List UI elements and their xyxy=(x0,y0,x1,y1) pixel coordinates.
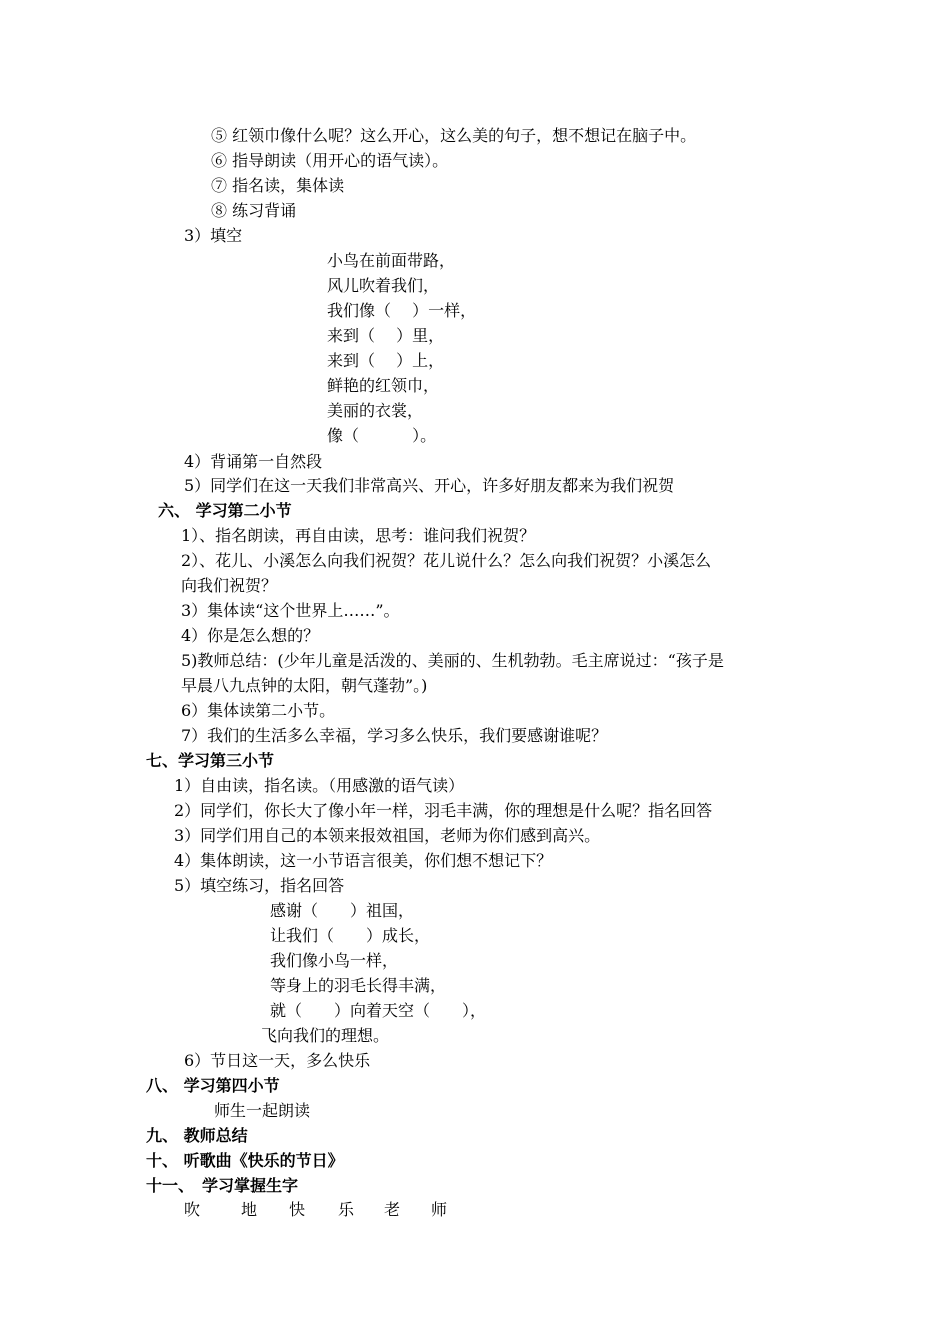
poem2-line: 等身上的羽毛长得丰满， xyxy=(270,976,447,995)
section6-line: 7）我们的生活多么幸福，学习多么快乐，我们要感谢谁呢？ xyxy=(181,726,608,745)
section6-line: 3）集体读“这个世界上……”。 xyxy=(181,601,400,620)
vocab-char: 地 xyxy=(241,1200,258,1219)
section7-line: 3）同学们用自己的本领来报效祖国，老师为你们感到高兴。 xyxy=(174,826,601,845)
poem1-line: 鲜艳的红领巾， xyxy=(327,376,440,395)
vocab-char: 师 xyxy=(431,1200,448,1219)
heading-section-7: 七、学习第三小节 xyxy=(146,751,275,770)
section5-item-5: ⑤ 红领巾像什么呢？这么开心，这么美的句子，想不想记在脑子中。 xyxy=(211,126,697,145)
section7-line: 5）填空练习，指名回答 xyxy=(174,876,345,895)
section6-line: 6）集体读第二小节。 xyxy=(181,701,336,720)
section7-line: 1）自由读，指名读。（用感激的语气读） xyxy=(174,776,465,795)
poem1-line: 美丽的衣裳， xyxy=(327,401,424,420)
section6-line: 2）、花儿、小溪怎么向我们祝贺？花儿说什么？怎么向我们祝贺？小溪怎么 xyxy=(181,551,712,570)
poem2-line: 感谢（ ）祖国， xyxy=(270,901,415,920)
poem1-line: 我们像（ ）一样， xyxy=(327,301,477,320)
poem1-line: 来到（ ）上， xyxy=(327,351,445,370)
poem1-line: 像（ ）。 xyxy=(327,426,437,445)
section6-line: 5)教师总结：(少年儿童是活泼的、美丽的、生机勃勃。毛主席说过：“孩子是 xyxy=(181,651,724,670)
heading-section-6: 六、 学习第二小节 xyxy=(158,501,292,520)
vocab-char: 吹 xyxy=(184,1200,201,1219)
poem2-line: 我们像小鸟一样， xyxy=(270,951,399,970)
item-5: 5）同学们在这一天我们非常高兴、开心，许多好朋友都来为我们祝贺 xyxy=(184,476,675,495)
poem1-line: 来到（ ）里， xyxy=(327,326,445,345)
section6-line: 向我们祝贺？ xyxy=(181,576,278,595)
section6-line: 1）、指名朗读，再自由读，思考：谁问我们祝贺？ xyxy=(181,526,536,545)
poem2-line: 飞向我们的理想。 xyxy=(261,1026,390,1045)
vocab-char: 快 xyxy=(289,1200,306,1219)
heading-section-8: 八、 学习第四小节 xyxy=(146,1076,280,1095)
section6-line: 4）你是怎么想的？ xyxy=(181,626,320,645)
fill-label: 3）填空 xyxy=(184,226,243,245)
section7-item-6: 6）节日这一天，多么快乐 xyxy=(184,1051,371,1070)
item-4: 4）背诵第一自然段 xyxy=(184,452,323,471)
heading-section-11: 十一、 学习掌握生字 xyxy=(146,1176,299,1195)
section5-item-6: ⑥ 指导朗读（用开心的语气读）。 xyxy=(211,151,449,170)
section8-text: 师生一起朗读 xyxy=(214,1101,311,1120)
heading-section-9: 九、 教师总结 xyxy=(146,1126,248,1145)
section7-line: 4）集体朗读，这一小节语言很美，你们想不想记下？ xyxy=(174,851,553,870)
section5-item-7: ⑦ 指名读，集体读 xyxy=(211,176,345,195)
poem1-line: 风儿吹着我们， xyxy=(327,276,440,295)
vocab-char: 乐 xyxy=(338,1200,355,1219)
section5-item-8: ⑧ 练习背诵 xyxy=(211,201,297,220)
poem2-line: 就（ ）向着天空（ ）， xyxy=(270,1001,487,1020)
section6-line: 早晨八九点钟的太阳，朝气蓬勃”。) xyxy=(181,676,428,695)
poem2-line: 让我们（ ）成长， xyxy=(270,926,431,945)
heading-section-10: 十、 听歌曲《快乐的节日》 xyxy=(146,1151,344,1170)
section7-line: 2）同学们，你长大了像小年一样，羽毛丰满，你的理想是什么呢？指名回答 xyxy=(174,801,713,820)
vocab-char: 老 xyxy=(384,1200,401,1219)
poem1-line: 小鸟在前面带路， xyxy=(327,251,456,270)
